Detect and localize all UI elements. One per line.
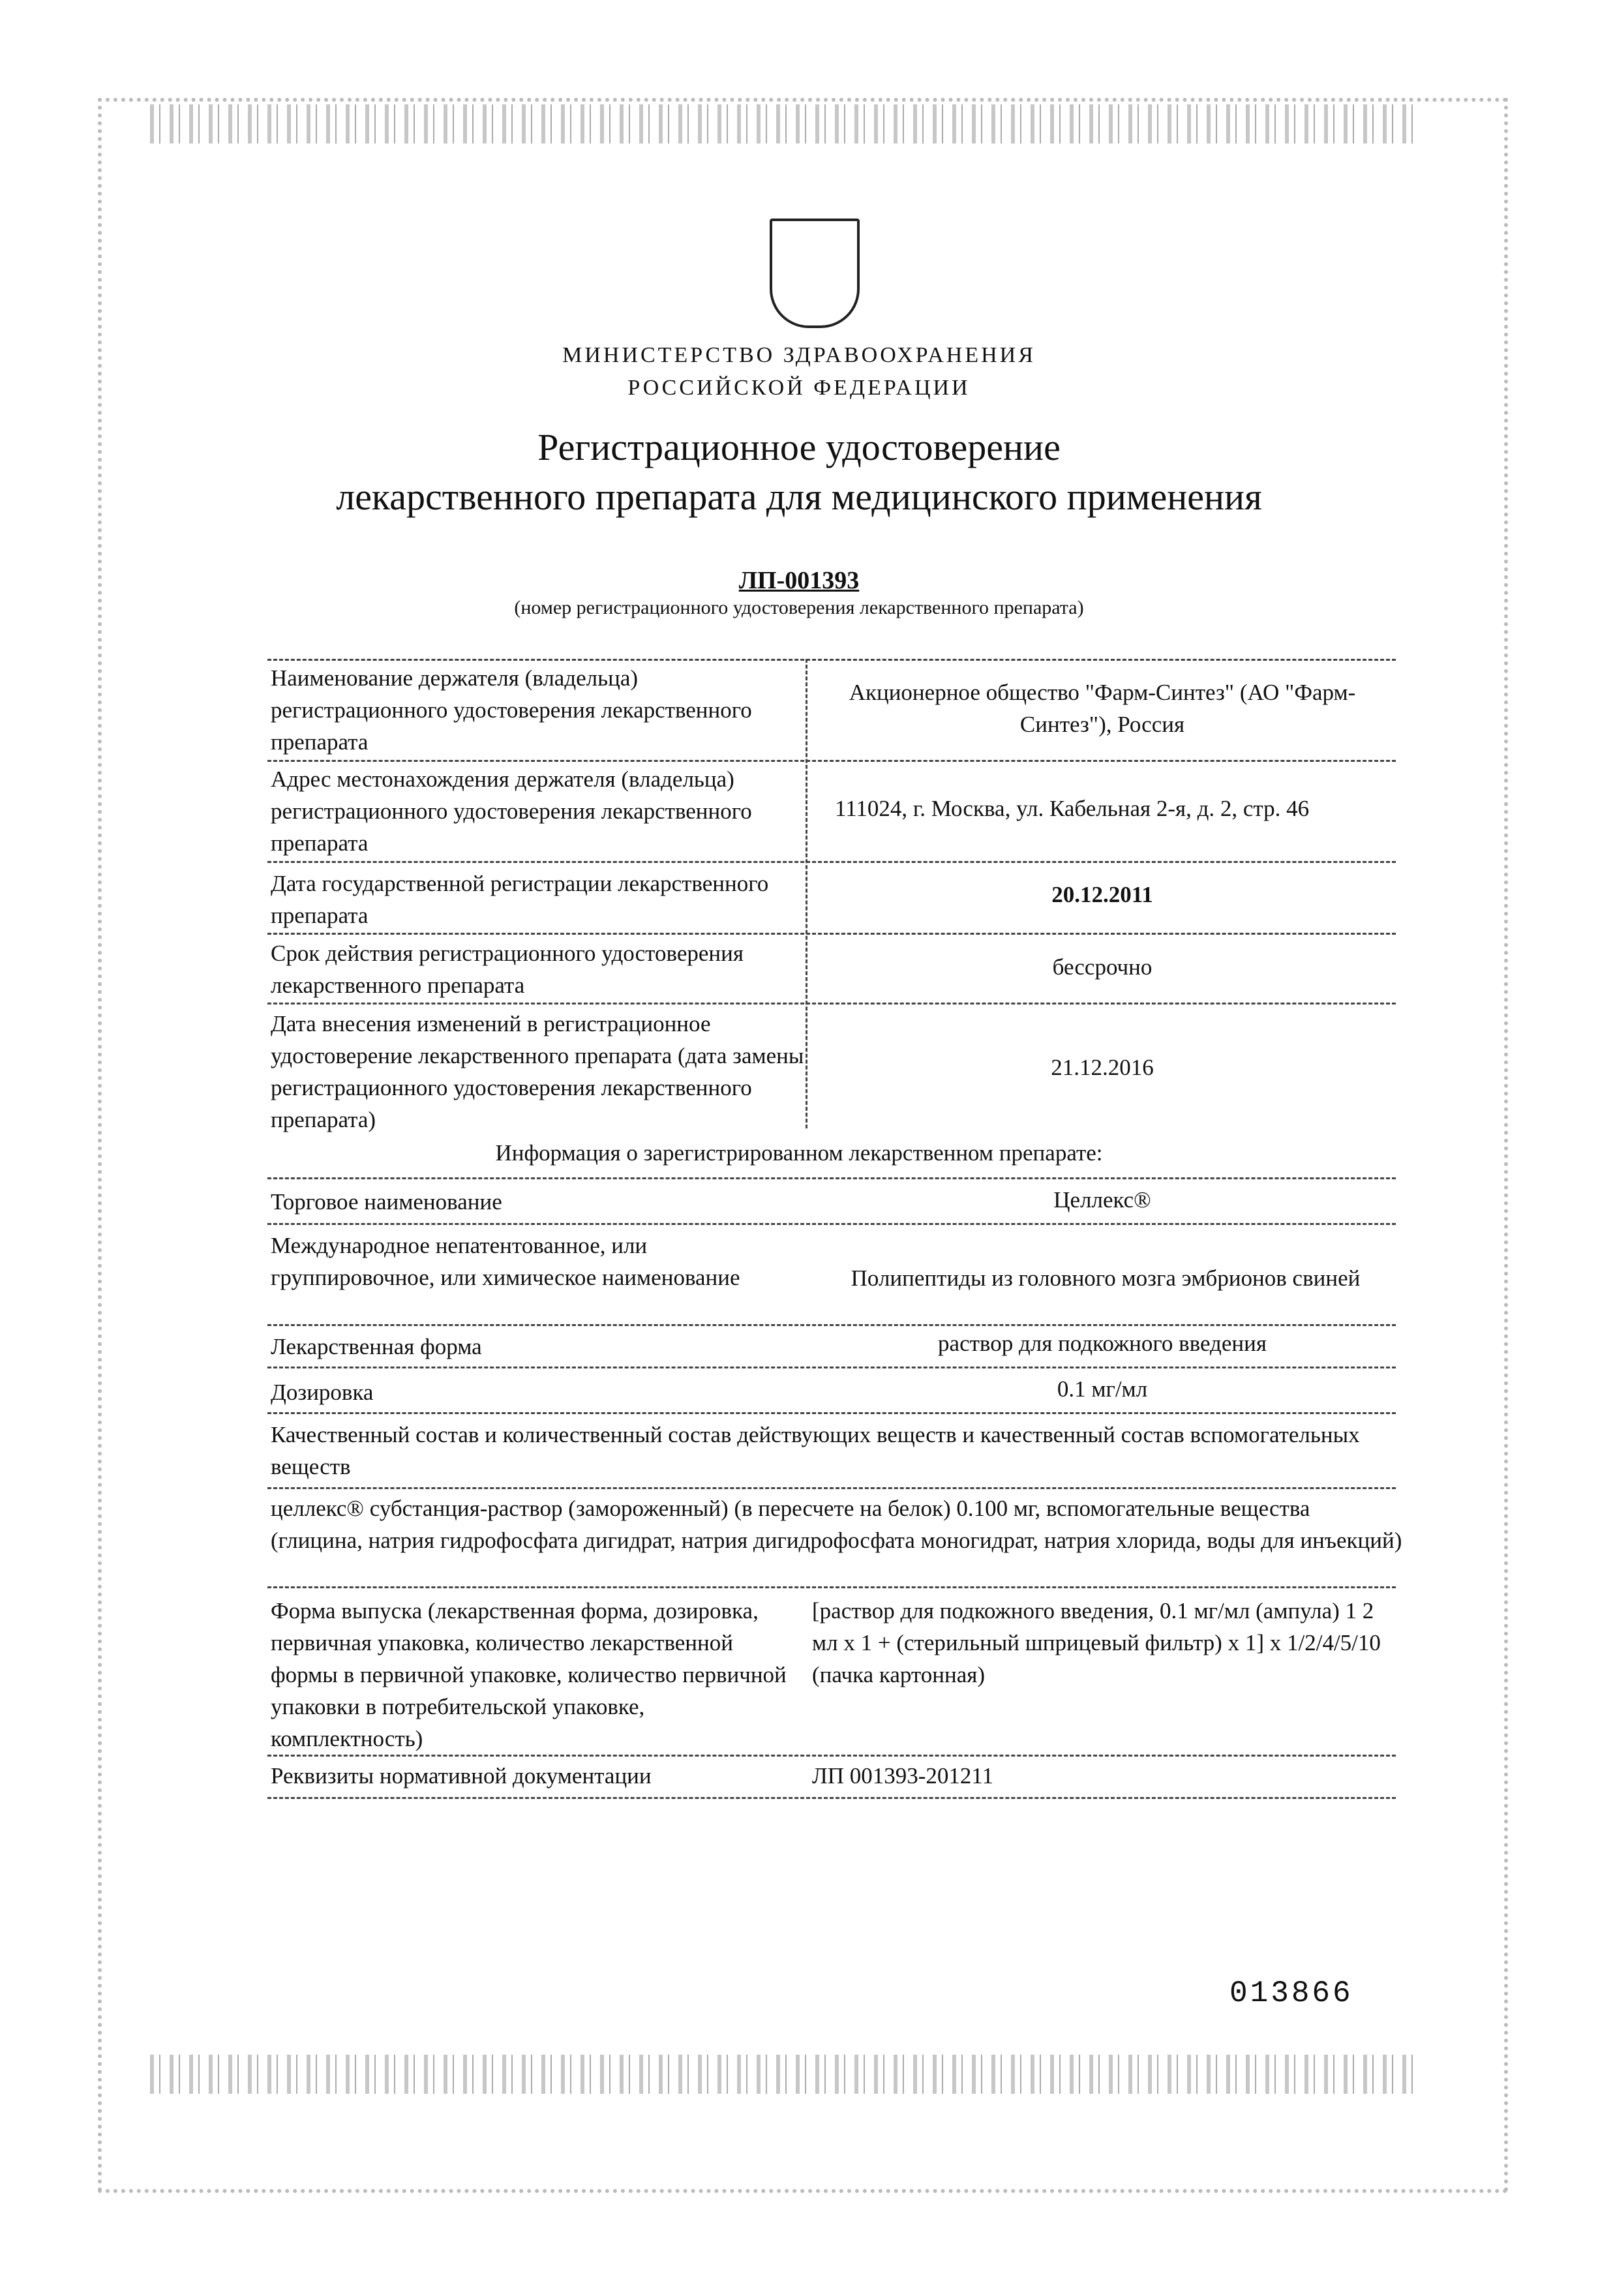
document-title [0, 423, 1598, 522]
decorative-border-top [150, 104, 1422, 144]
holder-value: Акционерное общество "Фарм-Синтез" (АО "Фарм-Синтез"), Россия [849, 680, 1356, 737]
dosage-form-value: раствор для подкожного введения [938, 1331, 1267, 1356]
docs-label: Реквизиты нормативной документации [271, 1763, 652, 1789]
divider [267, 861, 1396, 863]
composition-value: целлекс® субстанция-раствор (замороженный) (в пересчете на белок) 0.100 мг, вспомогательные вещества (глицина, натрия гидрофосфата дигидрат, натрия дигидрофосфата моногидрат, натрия хлорида, воды для инъекций) [271, 1496, 1402, 1553]
trade-name-value: Целлекс® [1053, 1187, 1151, 1213]
divider [267, 1223, 1396, 1225]
divider [267, 933, 1396, 935]
registration-number-caption: (номер регистрационного удостоверения лекарственного препарата) [514, 597, 1084, 618]
divider [267, 1177, 1396, 1179]
composition-label: Качественный состав и количественный состав действующих веществ и качественный состав вспомогательных веществ [271, 1422, 1360, 1479]
ministry-name [0, 339, 1598, 404]
divider [267, 1367, 1396, 1368]
registration-date-label: Дата государственной регистрации лекарственного препарата [271, 871, 769, 928]
address-label: Адрес местонахождения держателя (владельца) регистрационного удостоверения лекарственного препарата [271, 766, 752, 856]
registration-date-value: 20.12.2011 [1051, 882, 1153, 907]
divider [267, 760, 1396, 762]
divider [267, 1412, 1396, 1414]
divider [267, 659, 1396, 661]
trade-name-label: Торговое наименование [271, 1189, 502, 1215]
decorative-border-bottom [150, 2055, 1422, 2094]
release-form-label: Форма выпуска (лекарственная форма, дозировка, первичная упаковка, количество лекарственной формы в первичной упаковке, количество первичной упаковки в потребительской упаковке, комплектность) [271, 1598, 787, 1751]
registration-number: ЛП-001393 [738, 567, 860, 594]
divider [267, 1586, 1396, 1588]
amendment-date-label: Дата внесения изменений в регистрационное удостоверение лекарственного препарата (дата замены регистрационного удостоверения лекарственного препарата) [271, 1011, 804, 1132]
dosage-value: 0.1 мг/мл [1057, 1376, 1148, 1402]
coat-of-arms-emblem [770, 219, 860, 328]
release-form-value: [раствор для подкожного введения, 0.1 мг/мл (ампула) 1 2 мл x 1 + (стерильный шприцевый фильтр) x 1] x 1/2/4/5/10 (пачка картонная) [812, 1598, 1381, 1687]
dosage-label: Дозировка [271, 1380, 374, 1405]
ministry-line-2: РОССИЙСКОЙ ФЕДЕРАЦИИ [627, 376, 971, 400]
docs-value: ЛП 001393-201211 [812, 1763, 994, 1789]
divider [267, 1487, 1396, 1489]
holder-label: Наименование держателя (владельца) регистрационного удостоверения лекарственного препарата [271, 665, 752, 755]
title-line-2: лекарственного препарата для медицинского применения [336, 476, 1262, 518]
divider [267, 1797, 1396, 1799]
serial-number: 013866 [1229, 1976, 1353, 2010]
info-heading: Информация о зарегистрированном лекарственном препарате: [495, 1140, 1103, 1166]
inn-label: Международное непатентованное, или группировочное, или химическое наименование [271, 1233, 740, 1290]
inn-value: Полипептиды из головного мозга эмбрионов свиней [851, 1265, 1361, 1291]
divider [267, 1003, 1396, 1004]
column-divider [806, 659, 807, 1128]
divider [267, 1755, 1396, 1757]
validity-value: бессрочно [1052, 954, 1153, 980]
validity-label: Срок действия регистрационного удостоверения лекарственного препарата [271, 941, 744, 998]
title-line-1: Регистрационное удостоверение [537, 426, 1061, 468]
divider [267, 1324, 1396, 1326]
dosage-form-label: Лекарственная форма [271, 1334, 482, 1359]
address-value: 111024, г. Москва, ул. Кабельная 2-я, д. 2, стр. 46 [835, 796, 1310, 821]
ministry-line-1: МИНИСТЕРСТВО ЗДРАВООХРАНЕНИЯ [562, 343, 1036, 367]
amendment-date-value: 21.12.2016 [1051, 1055, 1154, 1080]
